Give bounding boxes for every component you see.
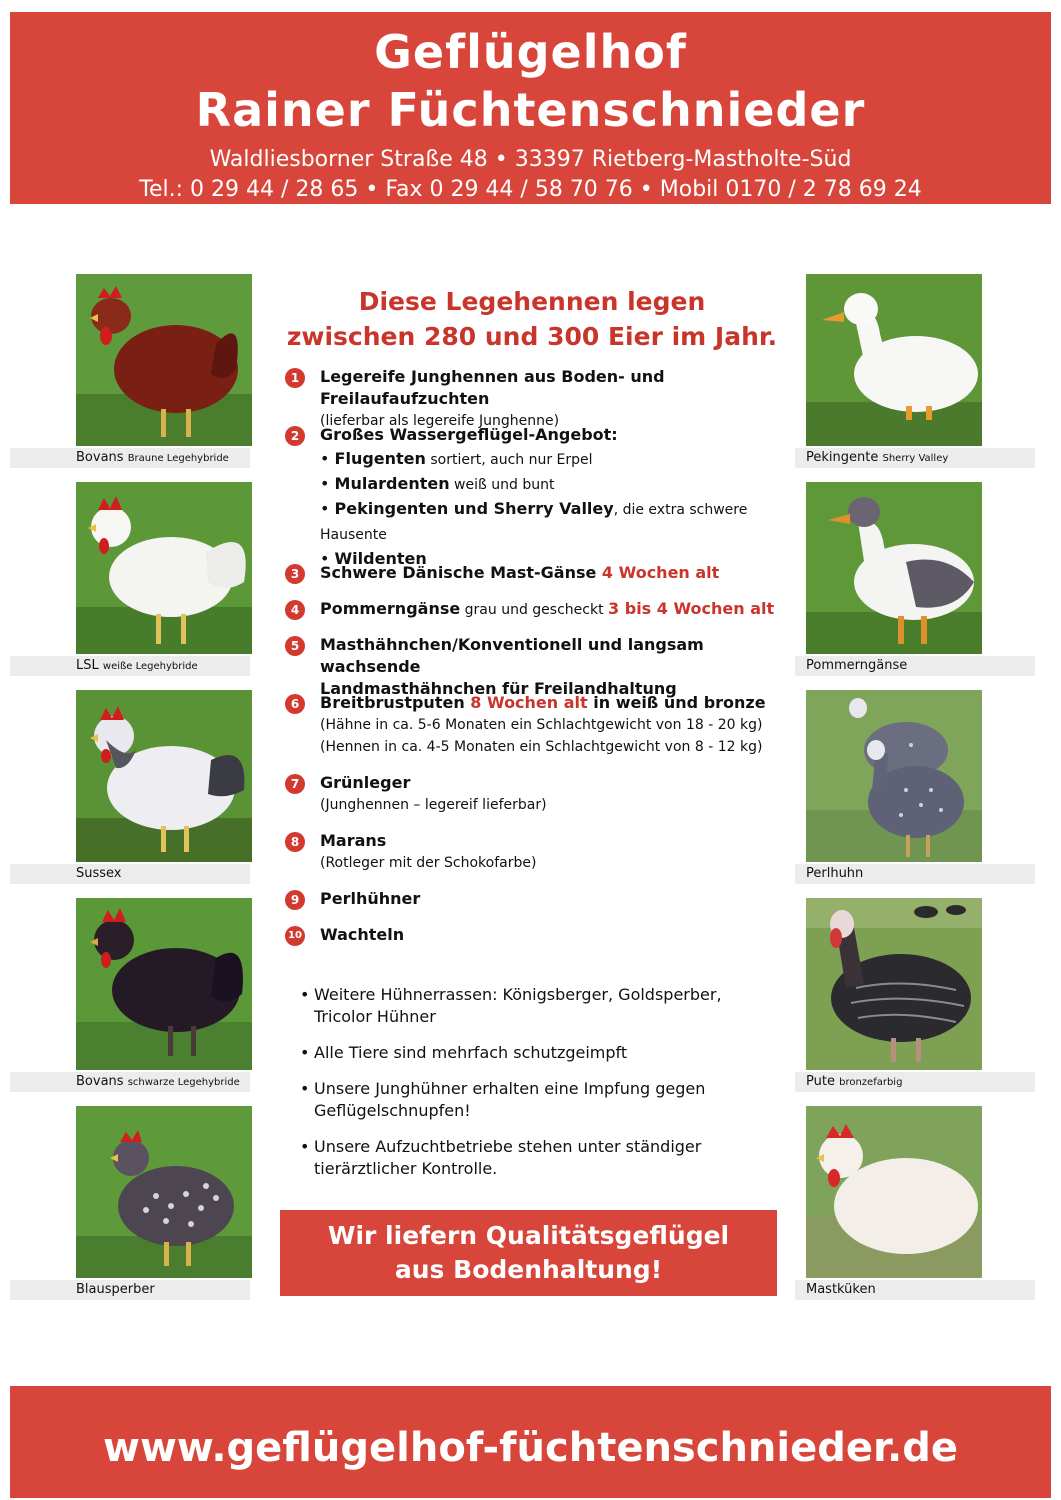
item-title: Wachteln xyxy=(320,925,405,944)
note-item: • Unsere Junghühner erhalten eine Impfung gegen Geflügelschnupfen! xyxy=(300,1079,706,1120)
bovans-brown-hen-photo xyxy=(76,274,252,446)
photo-card-pommerngaense xyxy=(795,482,1035,678)
phone-line: Tel.: 0 29 44 / 28 65 • Fax 0 29 44 / 58 70 76 • Mobil 0170 / 2 78 69 24 xyxy=(139,177,922,202)
item-title: Landmasthähnchen für Freilandhaltung xyxy=(320,679,677,698)
item-number: 4 xyxy=(285,600,305,620)
item-title: Pommerngänse grau und gescheckt 3 bis 4 Wochen alt xyxy=(320,599,775,618)
sussex-hen-photo xyxy=(76,690,252,862)
note-item: • Alle Tiere sind mehrfach schutzgeimpft xyxy=(300,1043,628,1062)
photo-caption: Bovans schwarze Legehybride xyxy=(10,1072,250,1092)
item-title: Legereife Junghennen aus Boden- und Freilaufaufzuchten xyxy=(320,367,665,408)
quality-line2: aus Bodenhaltung! xyxy=(394,1255,663,1284)
farm-title-line2: Rainer Füchtenschnieder xyxy=(195,83,866,137)
bovans-black-hen-photo xyxy=(76,898,252,1070)
header-banner xyxy=(10,12,1051,204)
photo-card-bovans-braun xyxy=(10,274,250,470)
photo-card-perlhuhn xyxy=(795,690,1035,886)
sub-bullet: • Flugenten sortiert, auch nur Erpel xyxy=(320,449,593,468)
headline-line1: Diese Legehennen legen xyxy=(358,287,706,316)
item-note: (lieferbar als legereife Junghenne) xyxy=(320,413,560,429)
photo-card-blausperber xyxy=(10,1106,250,1302)
item-title: Masthähnchen/Konventionell und langsam wachsende xyxy=(320,635,704,676)
item-number: 2 xyxy=(285,426,305,446)
photo-caption: Mastküken xyxy=(795,1280,1035,1300)
lsl-white-hen-photo xyxy=(76,482,252,654)
blausperber-hen-photo xyxy=(76,1106,252,1278)
note-item: • Unsere Aufzuchtbetriebe stehen unter ständiger tierärztlicher Kontrolle. xyxy=(300,1137,702,1178)
item-note: (Hähne in ca. 5-6 Monaten ein Schlachtgewicht von 18 - 20 kg) xyxy=(320,717,763,733)
photo-card-pute xyxy=(795,898,1035,1094)
photo-caption: Pekingente Sherry Valley xyxy=(795,448,1035,468)
headline-line2: zwischen 280 und 300 Eier im Jahr. xyxy=(286,322,778,351)
item-number: 10 xyxy=(285,926,305,946)
sub-bullet: • Mulardenten weiß und bunt xyxy=(320,474,555,493)
item-title: Perlhühner xyxy=(320,889,421,908)
item-number: 5 xyxy=(285,636,305,656)
item-number: 8 xyxy=(285,832,305,852)
quality-banner xyxy=(280,1210,777,1296)
website-url[interactable]: www.geflügelhof-füchtenschnieder.de xyxy=(103,1425,958,1471)
photo-caption: Pute bronzefarbig xyxy=(795,1072,1035,1092)
sub-bullet: • Pekingenten und Sherry Valley, die extra schwere Hausente xyxy=(320,499,748,543)
item-number: 3 xyxy=(285,564,305,584)
item-note: (Junghennen – legereif lieferbar) xyxy=(320,797,547,813)
item-title: Breitbrustputen 8 Wochen alt in weiß und bronze xyxy=(320,693,766,712)
item-title: Marans xyxy=(320,831,387,850)
photo-card-sussex xyxy=(10,690,250,886)
pomeranian-goose-photo xyxy=(806,482,982,654)
item-number: 6 xyxy=(285,694,305,714)
item-number: 9 xyxy=(285,890,305,910)
footer-banner xyxy=(10,1386,1051,1498)
guinea-fowl-photo xyxy=(806,690,982,862)
sub-bullet: • Wildenten xyxy=(320,549,427,568)
photo-card-lsl xyxy=(10,482,250,678)
quality-line1: Wir liefern Qualitätsgeflügel xyxy=(327,1221,730,1250)
item-title: Grünleger xyxy=(320,773,411,792)
item-title: Schwere Dänische Mast-Gänse 4 Wochen alt xyxy=(320,563,720,582)
photo-caption: Bovans Braune Legehybride xyxy=(10,448,250,468)
pekin-duck-photo xyxy=(806,274,982,446)
item-number: 7 xyxy=(285,774,305,794)
bronze-turkey-photo xyxy=(806,898,982,1070)
item-title: Großes Wassergeflügel-Angebot: xyxy=(320,425,618,444)
broiler-chick-photo xyxy=(806,1106,982,1278)
photo-card-bovans-schwarz xyxy=(10,898,250,1094)
photo-caption: Pommerngänse xyxy=(795,656,1035,676)
item-note: (Hennen in ca. 4-5 Monaten ein Schlachtgewicht von 8 - 12 kg) xyxy=(320,739,763,755)
photo-caption: LSL weiße Legehybride xyxy=(10,656,250,676)
photo-caption: Sussex xyxy=(10,864,250,884)
address: Waldliesborner Straße 48 • 33397 Rietberg-Mastholte-Süd xyxy=(209,147,852,172)
headline xyxy=(262,284,802,354)
item-note: (Rotleger mit der Schokofarbe) xyxy=(320,855,537,871)
photo-caption: Blausperber xyxy=(10,1280,250,1300)
note-item: • Weitere Hühnerrassen: Königsberger, Goldsperber, Tricolor Hühner xyxy=(300,985,722,1026)
item-number: 1 xyxy=(285,368,305,388)
farm-title-line1: Geflügelhof xyxy=(374,25,687,79)
photo-card-pekingente xyxy=(795,274,1035,470)
photo-caption: Perlhuhn xyxy=(795,864,1035,884)
photo-card-mastkueken xyxy=(795,1106,1035,1302)
